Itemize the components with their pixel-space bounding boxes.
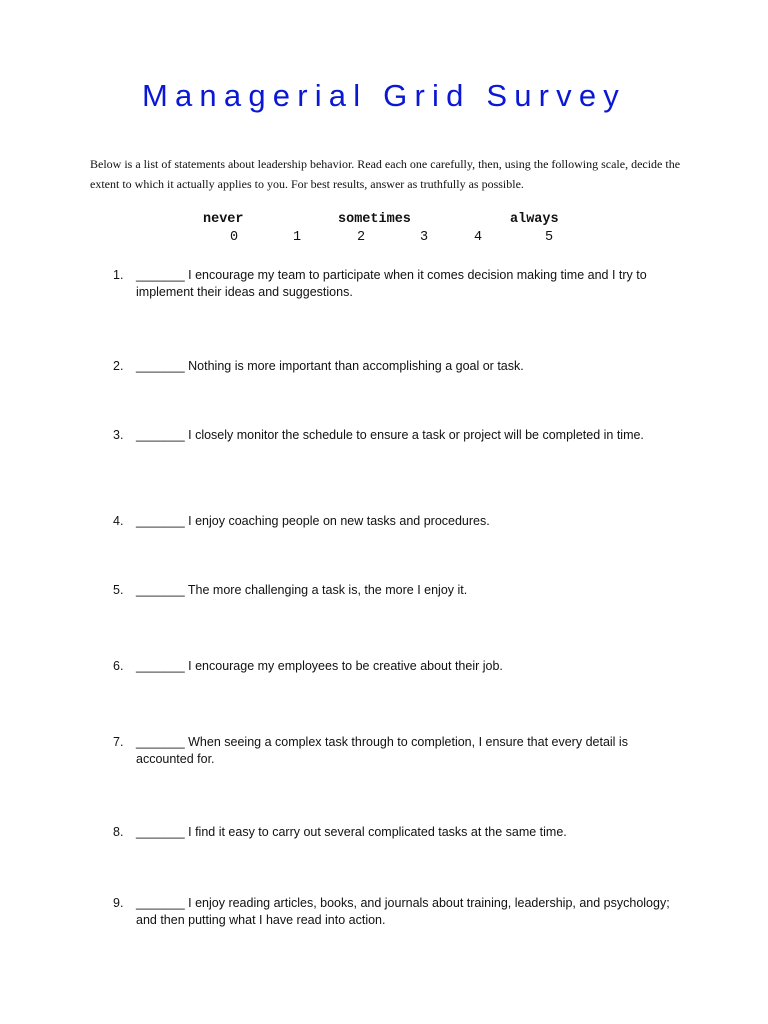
survey-item xyxy=(113,895,673,929)
scale-value-1: 1 xyxy=(293,230,302,245)
scale-value-2: 2 xyxy=(357,230,366,245)
rating-scale xyxy=(0,212,768,252)
item-number: 9. xyxy=(113,896,124,910)
scale-value-4: 4 xyxy=(474,230,483,245)
item-number: 1. xyxy=(113,268,124,282)
item-text: _______ I encourage my employees to be creative about their job. xyxy=(136,659,503,673)
scale-value-3: 3 xyxy=(420,230,429,245)
survey-item xyxy=(113,824,673,841)
item-number: 2. xyxy=(113,359,124,373)
intro-paragraph: Below is a list of statements about leadership behavior. Read each one carefully, then, using the following scale, decide the extent to which it actually applies to you. For best results, answer as truthfully as possible. xyxy=(90,157,681,191)
item-number: 6. xyxy=(113,659,124,673)
item-text: _______ I enjoy reading articles, books, and journals about training, leadership, and psychology; and then putting what I have read into action. xyxy=(136,896,670,927)
survey-item xyxy=(113,734,673,768)
survey-item xyxy=(113,427,673,444)
scale-label-never: never xyxy=(203,212,244,227)
item-number: 7. xyxy=(113,735,124,749)
item-number: 8. xyxy=(113,825,124,839)
item-text: _______ The more challenging a task is, the more I enjoy it. xyxy=(136,583,468,597)
item-number: 3. xyxy=(113,428,124,442)
item-text: _______ I closely monitor the schedule to ensure a task or project will be completed in time. xyxy=(136,428,644,442)
survey-item xyxy=(113,358,673,375)
survey-item xyxy=(113,658,673,675)
scale-label-sometimes: sometimes xyxy=(338,212,411,227)
item-text: _______ I encourage my team to participate when it comes decision making time and I try to implement their ideas and suggestions. xyxy=(136,268,647,299)
survey-item xyxy=(113,267,673,301)
item-text: _______ When seeing a complex task through to completion, I ensure that every detail is accounted for. xyxy=(136,735,628,766)
item-text: _______ Nothing is more important than accomplishing a goal or task. xyxy=(136,359,524,373)
item-text: _______ I enjoy coaching people on new tasks and procedures. xyxy=(136,514,490,528)
scale-value-5: 5 xyxy=(545,230,554,245)
item-text: _______ I find it easy to carry out several complicated tasks at the same time. xyxy=(136,825,567,839)
item-number: 4. xyxy=(113,514,124,528)
page-title: Managerial Grid Survey xyxy=(141,78,627,113)
survey-item xyxy=(113,513,673,530)
survey-item xyxy=(113,582,673,599)
item-number: 5. xyxy=(113,583,124,597)
scale-label-always: always xyxy=(510,212,559,227)
scale-value-0: 0 xyxy=(230,230,239,245)
